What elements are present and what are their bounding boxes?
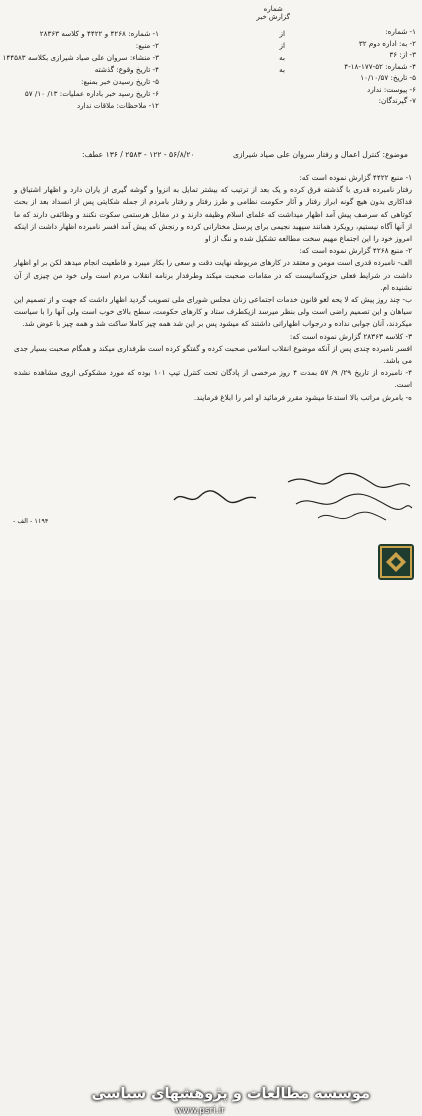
classification-label: شماره <box>263 5 283 13</box>
right-field: ۴- شماره: ۵۲-۱۷۷-۱۸-۴ <box>344 61 416 71</box>
subject-label: موضوع: <box>382 150 408 159</box>
subject-text: کنترل اعمال و رفتار سروان علی صیاد شیرازی <box>232 150 381 159</box>
logo-pattern-icon <box>378 544 414 580</box>
left-field: ۴- تاریخ وقوع: گذشته <box>94 65 159 74</box>
body-paragraph: ۳- کلاسه ۲۸۳۶۳ گزارش نموده است که: <box>289 331 412 341</box>
body-paragraph: ۱- منبع ۴۴۲۲ گزارش نموده است که: <box>299 173 412 182</box>
middle-header-fields <box>150 30 285 78</box>
body-paragraph: ه- بامرش مراتب بالا استدعا میشود مقرر فرمائید او امر را ابلاغ فرمایند. <box>193 392 412 402</box>
signature-stamp <box>278 470 418 530</box>
left-field: ۳- منشاء: سروان علی صیاد شیرازی بکلاسه ۱۴۴۵۸۳ <box>2 53 159 62</box>
right-field: ۶- پیوست: ندارد <box>367 84 416 94</box>
left-field: ۱- شماره: ۴۲۶۸ و ۴۴۲۲ و کلاسه ۲۸۳۶۳ <box>39 29 159 38</box>
handwritten-name-icon <box>170 484 260 510</box>
report-type: گزارش خبر <box>256 13 290 21</box>
right-field: ۱- شماره: <box>385 27 416 36</box>
left-field: ۲- منبع: <box>135 41 159 50</box>
left-field: ۵- تاریخ رسیدن خبر بمنبع: <box>81 77 159 86</box>
report-body <box>14 172 412 404</box>
footer-code: ۱۱۹۴ - الف - <box>13 517 49 525</box>
right-field: ۲- به: اداره دوم ۳۲ <box>358 38 416 48</box>
right-header-fields <box>276 28 416 109</box>
right-field: ۵- تاریخ: ۱۰/۱۰/۵۷ <box>360 73 416 82</box>
left-field: ۱۲- ملاحظات: ملاقات ندارد <box>76 101 159 110</box>
body-paragraph: الف- نامبرده قدری است مومن و معتقد در کارهای مربوطه نهایت دقت و سعی را بکار میبرد و فاطعیت انجام میدهد لکن بر او اظهار داشت در شرایط فعلی حزوکسانیست که در مقامات صحبت میکند وطرفدار برنامه انقلاب مردم است ولی خود من چیزی از آن نشنیده ام. <box>14 258 412 292</box>
mid-field: از <box>279 29 285 38</box>
left-header-fields <box>2 29 159 114</box>
left-field: ۶- تاریخ رسید خبر باداره عملیات: ۱۳/ ۱۰/ ۵۷ <box>24 89 159 98</box>
watermark-band <box>0 538 422 1116</box>
body-paragraph: ۴- نامبرده از تاریخ ۲۹/ ۹/ ۵۷ بمدت ۴ روز مرخصی از پادگان تحت کنترل تیپ ۱۰۱ بوده که مورد مشکوکی ازوی مشاهده نشده است. <box>14 368 412 390</box>
body-paragraph: رفتار نامبرده قدری با گذشته فرق کرده و یک بعد از ترتیب که بیشتر تمایل به انزوا و گوشه گیری از یاران دارد و اظهار اشتیاق و فداکاری بدون هیچ گونه ابراز رفتار و آثار حکومت نظامی و طرز رفتار و رفتار بامردم از جمله شکایتی پس از انسداد بعد از بحث کوتاهی که سرصف پیش آمد اظهار میداشت که علمای اسلام وظیفه دارند و در مقابل هرستمی سکوت نکنند و وظائفی دارند که ما از آنها آگاه نیستیم، رویکرد همانند سپهبد نجیمی برای پرسنل مختارانی کرده و رنجش که پیش آمد افسر نامبرده اظهار داشت از اینکه امروز خود را این اجتماع مهیم سخت مطالعه تشکیل شده و ننگ از او <box>14 185 412 244</box>
mid-field: به <box>279 65 285 74</box>
body-paragraph: افسر نامبرده چندی پس از آنکه موضوع انقلاب اسلامی صحبت کرده و گفتگو کرده است طرفداری میکند و همگام صحبت بسیار جدی می باشد. <box>14 343 412 366</box>
body-paragraph: ۲- منبع ۴۲۶۸ گزارش نموده است که: <box>299 246 412 256</box>
signer-signature <box>170 484 260 510</box>
mid-field: به <box>279 53 285 62</box>
institute-name: موسسه مطالعات و پژوهشهای سیاسی <box>91 1086 370 1102</box>
signature-scribble-icon <box>278 470 418 530</box>
subject-line <box>20 150 408 159</box>
header-classification <box>256 5 290 21</box>
body-paragraph: ب- چند روز پیش که لا یحه لغو قانون خدمات اجتماعی زنان مجلس شورای ملی تصویب گردید اظهار داشت که جهت و از تصمیم این سیاهان و این تصمیم راضی است ولی بنظر میرسد ازیکطرف ستاد و کارهای حکومت، سطح بالای خوب است ولی آنها را با سیاست میکردند، آنان جوابی نداده و درجواب اظهاراتی داشتند که میشود پس بر این شد همه چیز کاملا ساکت شد و همه چیز با عوض شد. <box>14 295 412 329</box>
subject-ref: ۵۶/۸/۲۰ - ۱۲۲ - ۲۵۸۳ / ۱۳۶ عطف: <box>82 150 195 159</box>
right-field: ۳- از: ۳۶ <box>389 50 416 59</box>
institute-url: www.psri.ir <box>175 1106 225 1116</box>
right-field: ۷- گیرندگان: <box>378 96 416 105</box>
mid-field: از <box>279 41 285 50</box>
institute-logo-icon <box>378 544 414 580</box>
